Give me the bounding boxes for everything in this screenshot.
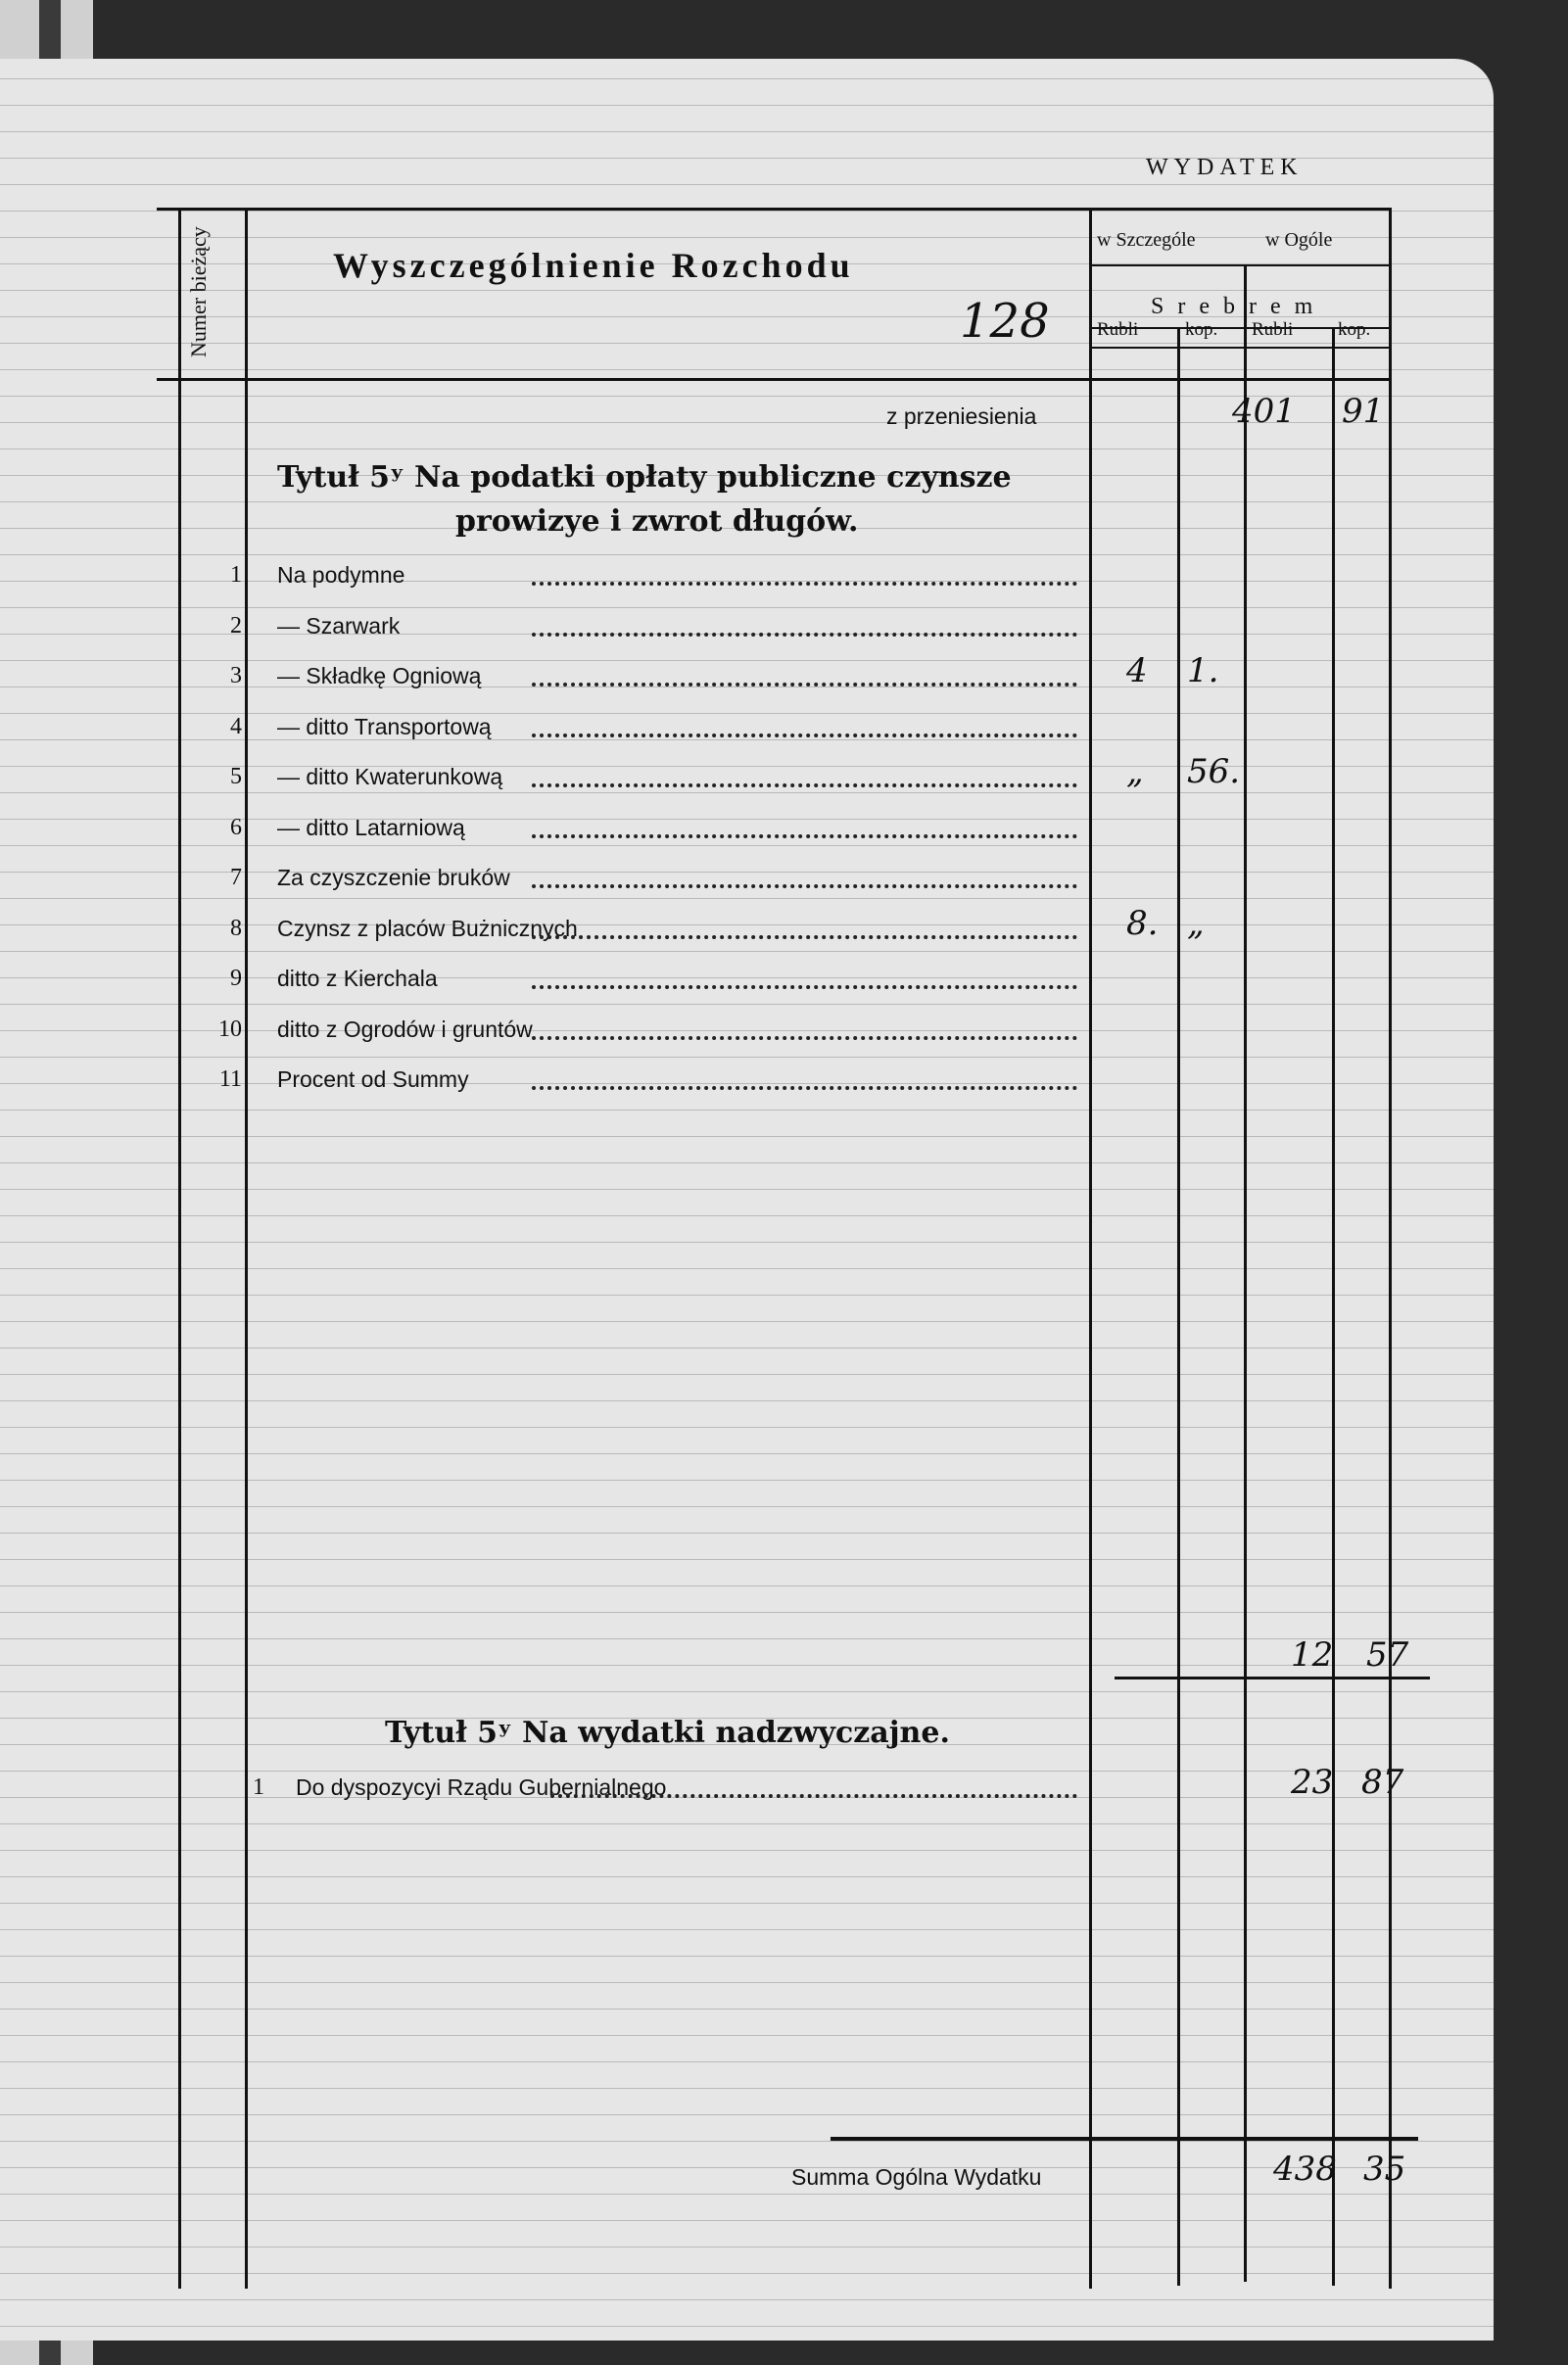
row-leader-dots	[532, 985, 1077, 989]
page-number: 128	[960, 294, 1050, 349]
row-leader-dots	[532, 884, 1077, 888]
row-rubli: 23	[1291, 1763, 1334, 1802]
row-number: 8	[230, 915, 242, 941]
row-number: 7	[230, 865, 242, 890]
total-kop: 35	[1363, 2150, 1406, 2189]
wydatek-header: WYDATEK	[1146, 155, 1304, 180]
row-label: Na podymne	[277, 562, 405, 588]
row-label: ditto z Ogrodów i gruntów	[277, 1016, 533, 1042]
row-number: 4	[230, 713, 242, 739]
total-rubli: 438	[1273, 2150, 1337, 2189]
row-number: 1	[230, 562, 242, 588]
row-leader-dots	[532, 935, 1077, 939]
row-label: ditto z Kierchala	[277, 966, 438, 991]
frame-right	[1389, 208, 1392, 2289]
section1-title-line1: Tytuł 5ʸ Na podatki opłaty publiczne czynsze	[277, 460, 1012, 495]
carry-rubli: 401	[1232, 392, 1296, 431]
row-leader-dots	[550, 1794, 1077, 1798]
row-leader-dots	[532, 783, 1077, 787]
row-number: 5	[230, 764, 242, 789]
ruled-line	[0, 131, 1494, 132]
row-leader-dots	[532, 834, 1077, 838]
total-label: Summa Ogólna Wydatku	[791, 2164, 1042, 2190]
row-leader-dots	[532, 582, 1077, 586]
row-label: — ditto Latarniową	[277, 814, 465, 840]
row-number: 1	[253, 1774, 264, 1800]
row-leader-dots	[532, 1036, 1077, 1040]
row-label: — ditto Transportową	[277, 713, 492, 739]
w-ogole-header: w Ogóle	[1265, 229, 1333, 251]
section1-title-line2: prowizye i zwrot długów.	[455, 504, 859, 539]
ruled-line	[0, 2299, 1494, 2300]
szczegole-rubli-line	[1177, 327, 1180, 2286]
row-kop: 1.	[1187, 651, 1219, 690]
row-number: 6	[230, 814, 242, 840]
row-label: — ditto Kwaterunkową	[277, 764, 503, 789]
ledger-page	[0, 59, 1494, 2341]
num-col-line	[245, 208, 248, 2289]
row-kop: „	[1187, 903, 1205, 943]
section1-subtotal-kop: 57	[1366, 1635, 1409, 1675]
rubli-header: Rubli	[1097, 319, 1139, 340]
row-number: 11	[218, 1066, 242, 1092]
row-leader-dots	[532, 633, 1077, 637]
srebrem-header: Srebrem	[1151, 294, 1327, 319]
row-number: 10	[218, 1016, 242, 1042]
row-label: — Składkę Ogniową	[277, 663, 482, 688]
ruled-line	[0, 105, 1494, 106]
frame-left	[178, 208, 181, 2289]
row-number: 2	[230, 612, 242, 639]
ruled-line	[0, 2326, 1494, 2327]
wydatek-line	[1089, 264, 1391, 266]
row-rubli: „	[1126, 752, 1144, 791]
row-number: 9	[230, 966, 242, 991]
ruled-line	[0, 2273, 1494, 2274]
carry-kop: 91	[1342, 392, 1385, 431]
row-label: Czynsz z placów Bużnicznych	[277, 915, 578, 941]
ledger-frame	[157, 147, 1391, 2228]
subtotal-rule	[1115, 1677, 1430, 1679]
row-rubli: 4	[1126, 651, 1148, 690]
row-leader-dots	[532, 733, 1077, 737]
rubli-ogole-header: Rubli	[1252, 319, 1294, 340]
row-kop: 56.	[1187, 752, 1241, 791]
row-label: Za czyszczenie bruków	[277, 865, 510, 890]
header-bottom	[157, 378, 1391, 381]
ruled-line	[0, 78, 1494, 79]
section1-subtotal-rubli: 12	[1291, 1635, 1334, 1675]
numer-biezacy-label: Numer bieżący	[186, 226, 211, 357]
rubli-kop-line	[1089, 347, 1391, 349]
carry-label: z przeniesienia	[886, 403, 1037, 429]
kop-header: kop.	[1185, 319, 1218, 340]
page-title: Wyszczególnienie Rozchodu	[333, 246, 854, 285]
row-number: 3	[230, 663, 242, 688]
szczegole-ogole-line	[1244, 264, 1247, 2282]
w-szczegole-header: w Szczególe	[1097, 229, 1196, 251]
kop-ogole-header: kop.	[1338, 319, 1371, 340]
row-label: — Szarwark	[277, 612, 401, 639]
row-leader-dots	[532, 1086, 1077, 1090]
row-rubli: 8.	[1126, 903, 1159, 943]
ogole-rubli-line	[1332, 327, 1335, 2286]
row-leader-dots	[532, 683, 1077, 686]
row-label: Do dyspozycyi Rządu Gubernialnego	[296, 1774, 667, 1800]
label-col-line	[1089, 208, 1092, 2289]
section2-title: Tytuł 5ʸ Na wydatki nadzwyczajne.	[385, 1716, 950, 1750]
total-rule	[831, 2137, 1418, 2141]
row-kop: 87	[1361, 1763, 1404, 1802]
frame-top	[157, 208, 1391, 211]
row-label: Procent od Summy	[277, 1066, 469, 1092]
